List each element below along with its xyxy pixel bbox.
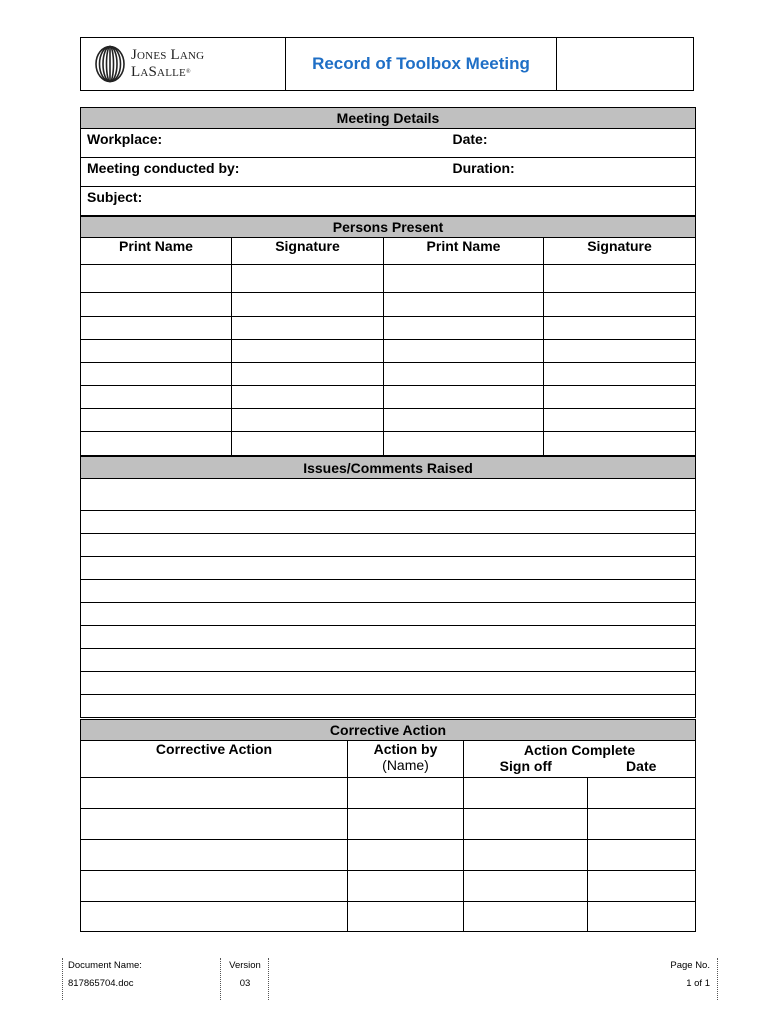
corrective-action-rows [81,778,696,932]
persons-row-cell[interactable] [232,432,384,456]
col-action-by-sub: (Name) [382,757,429,773]
meeting-details-table [80,107,696,216]
persons-row [81,363,696,386]
corrective-action-row-cell[interactable] [588,840,696,871]
subject-field[interactable]: Subject: [81,187,696,216]
issue-row [81,511,696,534]
persons-row-cell[interactable] [544,340,696,363]
corrective-action-row-cell[interactable] [81,871,348,902]
corrective-action-row-cell[interactable] [588,778,696,809]
footer-divider [62,958,63,1000]
meeting-details-heading: Meeting Details [81,108,696,129]
corrective-action-row-cell[interactable] [348,809,464,840]
persons-row [81,386,696,409]
footer-divider [268,958,269,1000]
corrective-action-row-cell[interactable] [348,902,464,932]
col-date: Date [626,758,657,774]
doc-name-value: 817865704.doc [68,978,134,989]
company-logo [81,45,285,83]
corrective-action-row-cell[interactable] [464,902,588,932]
corrective-action-row-cell[interactable] [348,840,464,871]
corrective-action-row [81,809,696,840]
workplace-field[interactable]: Workplace: [81,129,447,158]
corrective-action-row-cell[interactable] [81,809,348,840]
persons-row [81,409,696,432]
issue-row [81,580,696,603]
corrective-action-row-cell[interactable] [348,778,464,809]
persons-row-cell[interactable] [81,363,232,386]
issue-row [81,534,696,557]
persons-row-cell[interactable] [384,363,544,386]
corrective-action-row-cell[interactable] [81,902,348,932]
issue-row-cell[interactable] [81,479,696,511]
col-signature-1: Signature [232,238,384,265]
duration-field[interactable]: Duration: [447,158,696,187]
corrective-action-row [81,778,696,809]
issue-row [81,479,696,511]
footer-page-number [660,957,710,993]
issue-row-cell[interactable] [81,649,696,672]
persons-row [81,293,696,317]
col-action-complete-label: Action Complete [523,742,636,758]
persons-row-cell[interactable] [81,432,232,456]
jll-logo-icon [95,45,125,83]
persons-row-cell[interactable] [384,265,544,293]
date-field[interactable]: Date: [447,129,696,158]
issue-row-cell[interactable] [81,557,696,580]
persons-row-cell[interactable] [384,409,544,432]
persons-row-cell[interactable] [232,293,384,317]
logo-line1: Jones Lang [131,47,205,63]
issue-row-cell[interactable] [81,626,696,649]
persons-rows [81,265,696,456]
persons-row-cell[interactable] [384,340,544,363]
persons-row [81,317,696,340]
issue-row-cell[interactable] [81,534,696,557]
persons-row-cell[interactable] [81,386,232,409]
persons-row-cell[interactable] [232,386,384,409]
persons-row-cell[interactable] [544,265,696,293]
col-print-name-1: Print Name [81,238,232,265]
footer-version [226,957,264,993]
document-title: Record of Toolbox Meeting [286,38,557,91]
footer-divider [220,958,221,1000]
persons-row [81,432,696,456]
issues-table [80,456,696,718]
corrective-action-row-cell[interactable] [588,871,696,902]
corrective-action-row-cell[interactable] [81,778,348,809]
persons-row-cell[interactable] [232,340,384,363]
persons-row-cell[interactable] [81,340,232,363]
persons-row-cell[interactable] [544,386,696,409]
corrective-action-row-cell[interactable] [588,902,696,932]
persons-row-cell[interactable] [544,317,696,340]
persons-row-cell[interactable] [232,265,384,293]
doc-name-label: Document Name: [68,960,142,971]
persons-row-cell[interactable] [81,265,232,293]
corrective-action-row [81,902,696,932]
persons-row [81,340,696,363]
issue-row [81,626,696,649]
corrective-action-table [80,719,696,932]
persons-row-cell[interactable] [384,317,544,340]
corrective-action-row-cell[interactable] [464,809,588,840]
issue-row [81,557,696,580]
persons-present-heading: Persons Present [81,217,696,238]
issue-row-cell[interactable] [81,603,696,626]
persons-row-cell[interactable] [81,317,232,340]
corrective-action-row-cell[interactable] [81,840,348,871]
issue-row [81,603,696,626]
corrective-action-row-cell[interactable] [348,871,464,902]
issue-row-cell[interactable] [81,672,696,695]
persons-row-cell[interactable] [544,409,696,432]
col-print-name-2: Print Name [384,238,544,265]
version-label: Version [229,960,261,971]
corrective-action-row-cell[interactable] [464,778,588,809]
logo-trademark: ® [185,69,191,75]
corrective-action-row-cell[interactable] [464,840,588,871]
conducted-by-field[interactable]: Meeting conducted by: [81,158,447,187]
persons-row-cell[interactable] [384,386,544,409]
corrective-action-row-cell[interactable] [588,809,696,840]
col-signature-2: Signature [544,238,696,265]
footer-divider [717,958,718,1000]
issue-row-cell[interactable] [81,580,696,603]
issue-row [81,649,696,672]
persons-row-cell[interactable] [81,293,232,317]
page-value: 1 of 1 [686,978,710,989]
corrective-action-row [81,871,696,902]
col-corrective-action: Corrective Action [81,741,348,778]
persons-present-table [80,216,696,456]
col-sign-off: Sign off [499,758,552,774]
logo-cell [81,38,286,91]
logo-line2: LaSalle [131,64,186,80]
persons-row-cell[interactable] [232,409,384,432]
persons-row-cell[interactable] [81,409,232,432]
persons-row-cell[interactable] [544,363,696,386]
footer-document-name [68,957,142,993]
persons-row-cell[interactable] [232,363,384,386]
issue-row [81,695,696,718]
issues-heading: Issues/Comments Raised [81,457,696,479]
header-blank-cell [557,38,694,91]
issues-rows [81,479,696,718]
issue-row [81,672,696,695]
issue-row-cell[interactable] [81,511,696,534]
col-action-by [348,741,464,778]
col-action-complete [464,741,696,778]
col-action-by-label: Action by [373,741,438,757]
corrective-action-row-cell[interactable] [464,871,588,902]
issue-row-cell[interactable] [81,695,696,718]
persons-row-cell[interactable] [544,432,696,456]
persons-row-cell[interactable] [384,432,544,456]
corrective-action-row [81,840,696,871]
corrective-action-heading: Corrective Action [81,720,696,741]
persons-row [81,265,696,293]
page-label: Page No. [670,960,710,971]
persons-row-cell[interactable] [384,293,544,317]
persons-row-cell[interactable] [544,293,696,317]
version-value: 03 [239,978,251,989]
persons-row-cell[interactable] [232,317,384,340]
document-header [80,37,694,91]
